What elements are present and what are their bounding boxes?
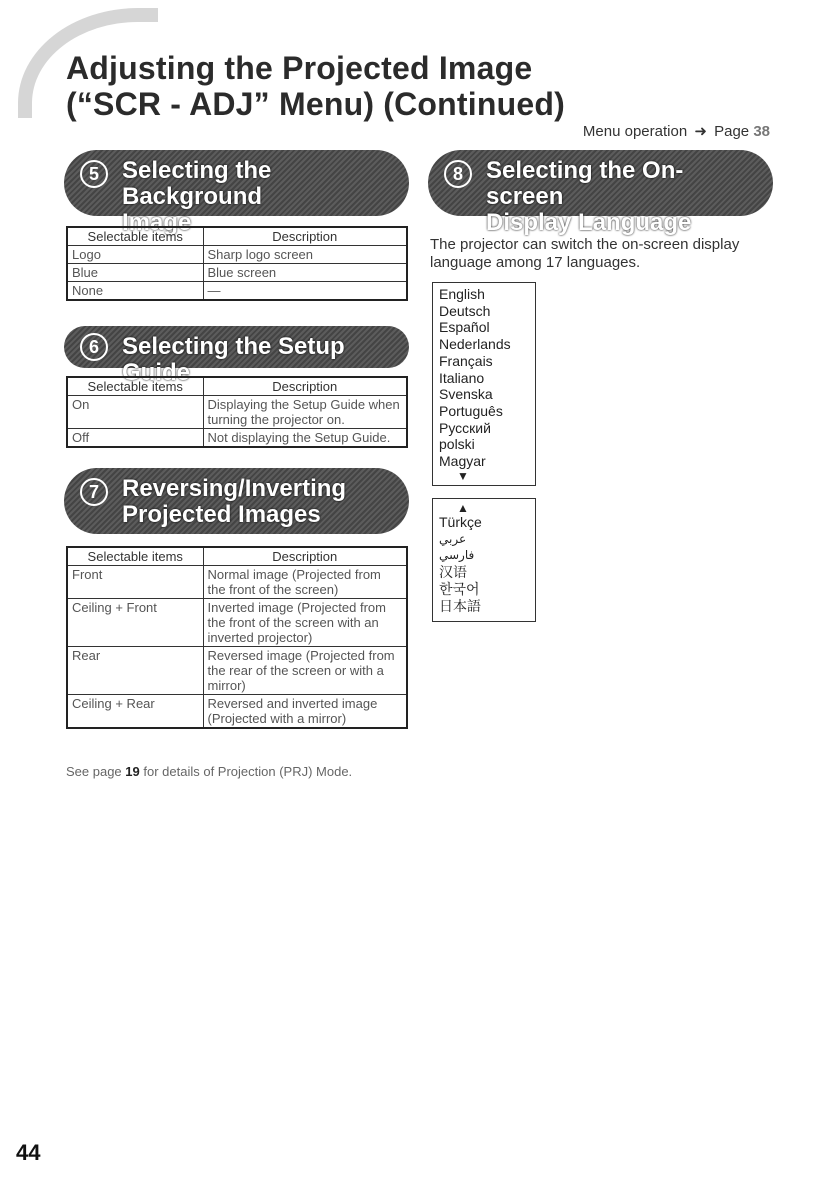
projection-mode-note xyxy=(66,764,352,779)
table-row xyxy=(67,599,407,647)
language-list-page-2 xyxy=(432,498,536,622)
table-row xyxy=(67,695,407,729)
section-5-number-icon: 5 xyxy=(80,160,108,188)
background-image-table xyxy=(66,226,408,301)
description-cell: Displaying the Setup Guide when turning the projector on. xyxy=(203,396,407,429)
table-row xyxy=(67,264,407,282)
description-cell: Sharp logo screen xyxy=(203,246,407,264)
item-cell: Front xyxy=(67,566,203,599)
description-cell: Normal image (Projected from the front of the screen) xyxy=(203,566,407,599)
table-row xyxy=(67,647,407,695)
note-page-reference: 19 xyxy=(125,764,140,779)
page-title-line2: (“SCR - ADJ” Menu) (Continued) xyxy=(66,86,565,122)
section-8-number-icon: 8 xyxy=(444,160,472,188)
section-7-heading-line1: Reversing/Inverting xyxy=(122,475,347,502)
list-item: 汉语 xyxy=(439,564,467,581)
item-cell: Rear xyxy=(67,647,203,695)
section-6-heading-line1: Selecting the Setup Guide xyxy=(122,333,345,386)
table-header-row xyxy=(67,227,407,246)
list-item: Español xyxy=(439,319,490,336)
list-item: Italiano xyxy=(439,369,485,386)
table-row xyxy=(67,429,407,448)
list-item: Svenska xyxy=(439,386,493,403)
list-item: عربي xyxy=(439,531,467,546)
list-item: Türkçe xyxy=(439,514,482,530)
setup-guide-table xyxy=(66,376,408,448)
list-item: 日本語 xyxy=(439,597,481,614)
list-item: English xyxy=(439,286,485,302)
section-8-heading-line2: Display Language xyxy=(486,209,692,236)
page-title-line1: Adjusting the Projected Image xyxy=(66,50,533,86)
menu-operation-reference xyxy=(583,122,770,140)
list-item: Français xyxy=(439,352,493,369)
col-selectable-items: Selectable items xyxy=(67,377,203,396)
section-8-heading-line1: Selecting the On-screen xyxy=(486,157,684,210)
item-cell: Ceiling + Front xyxy=(67,599,203,647)
reversing-inverting-table xyxy=(66,546,408,729)
note-prefix: See page xyxy=(66,764,126,779)
description-cell: Reversed image (Projected from the rear of the screen or with a mirror) xyxy=(203,647,407,695)
menu-operation-label: Menu operation xyxy=(582,123,688,140)
section-7-number-icon: 7 xyxy=(80,478,108,506)
col-selectable-items: Selectable items xyxy=(67,227,203,246)
item-cell: On xyxy=(67,396,203,429)
section-6-heading xyxy=(64,326,409,386)
section-7-heading xyxy=(64,468,409,534)
col-description: Description xyxy=(203,547,407,566)
language-intro-text: The projector can switch the on-screen display language among 17 languages. xyxy=(430,236,740,271)
item-cell: Logo xyxy=(67,246,203,264)
table-header-row xyxy=(67,377,407,396)
page-title xyxy=(66,50,565,122)
list-item: polski xyxy=(439,436,475,453)
description-cell: — xyxy=(203,282,407,301)
section-6-number-icon: 6 xyxy=(80,333,108,361)
table-row xyxy=(67,566,407,599)
description-cell: Not displaying the Setup Guide. xyxy=(203,429,407,448)
section-7-heading-line2: Projected Images xyxy=(122,501,321,528)
list-item: Русский xyxy=(439,419,491,436)
section-5-heading-line2: Image xyxy=(122,209,192,236)
list-item: Nederlands xyxy=(439,336,511,353)
list-item: 한국어 xyxy=(439,580,480,597)
table-row xyxy=(67,282,407,301)
list-item: Magyar xyxy=(439,453,486,470)
table-row xyxy=(67,246,407,264)
list-item: فارسي xyxy=(439,548,475,563)
note-suffix: for details of Projection (PRJ) Mode. xyxy=(139,764,353,779)
table-row xyxy=(67,396,407,429)
arrow-right-icon: ➜ xyxy=(694,123,707,140)
list-item: Português xyxy=(439,402,503,419)
col-selectable-items: Selectable items xyxy=(67,547,203,566)
section-8-heading xyxy=(428,150,773,236)
col-description: Description xyxy=(203,377,407,396)
section-5-heading xyxy=(64,150,409,236)
col-description: Description xyxy=(203,227,407,246)
table-header-row xyxy=(67,547,407,566)
item-cell: Blue xyxy=(67,264,203,282)
triangle-up-icon: ▲ xyxy=(457,501,469,515)
item-cell: None xyxy=(67,282,203,301)
language-list-page-1 xyxy=(432,282,536,486)
description-cell: Reversed and inverted image (Projected with a mirror) xyxy=(203,695,407,729)
item-cell: Ceiling + Rear xyxy=(67,695,203,729)
triangle-down-icon: ▼ xyxy=(457,468,469,483)
section-5-heading-line1: Selecting the Background xyxy=(122,157,272,210)
menu-operation-page-word: Page xyxy=(714,123,750,140)
page-number: 44 xyxy=(16,1140,41,1165)
item-cell: Off xyxy=(67,429,203,448)
description-cell: Blue screen xyxy=(203,264,407,282)
list-item: Deutsch xyxy=(439,302,491,319)
menu-operation-page-number: 38 xyxy=(753,123,770,140)
description-cell: Inverted image (Projected from the front of the screen with an inverted projector) xyxy=(203,599,407,647)
